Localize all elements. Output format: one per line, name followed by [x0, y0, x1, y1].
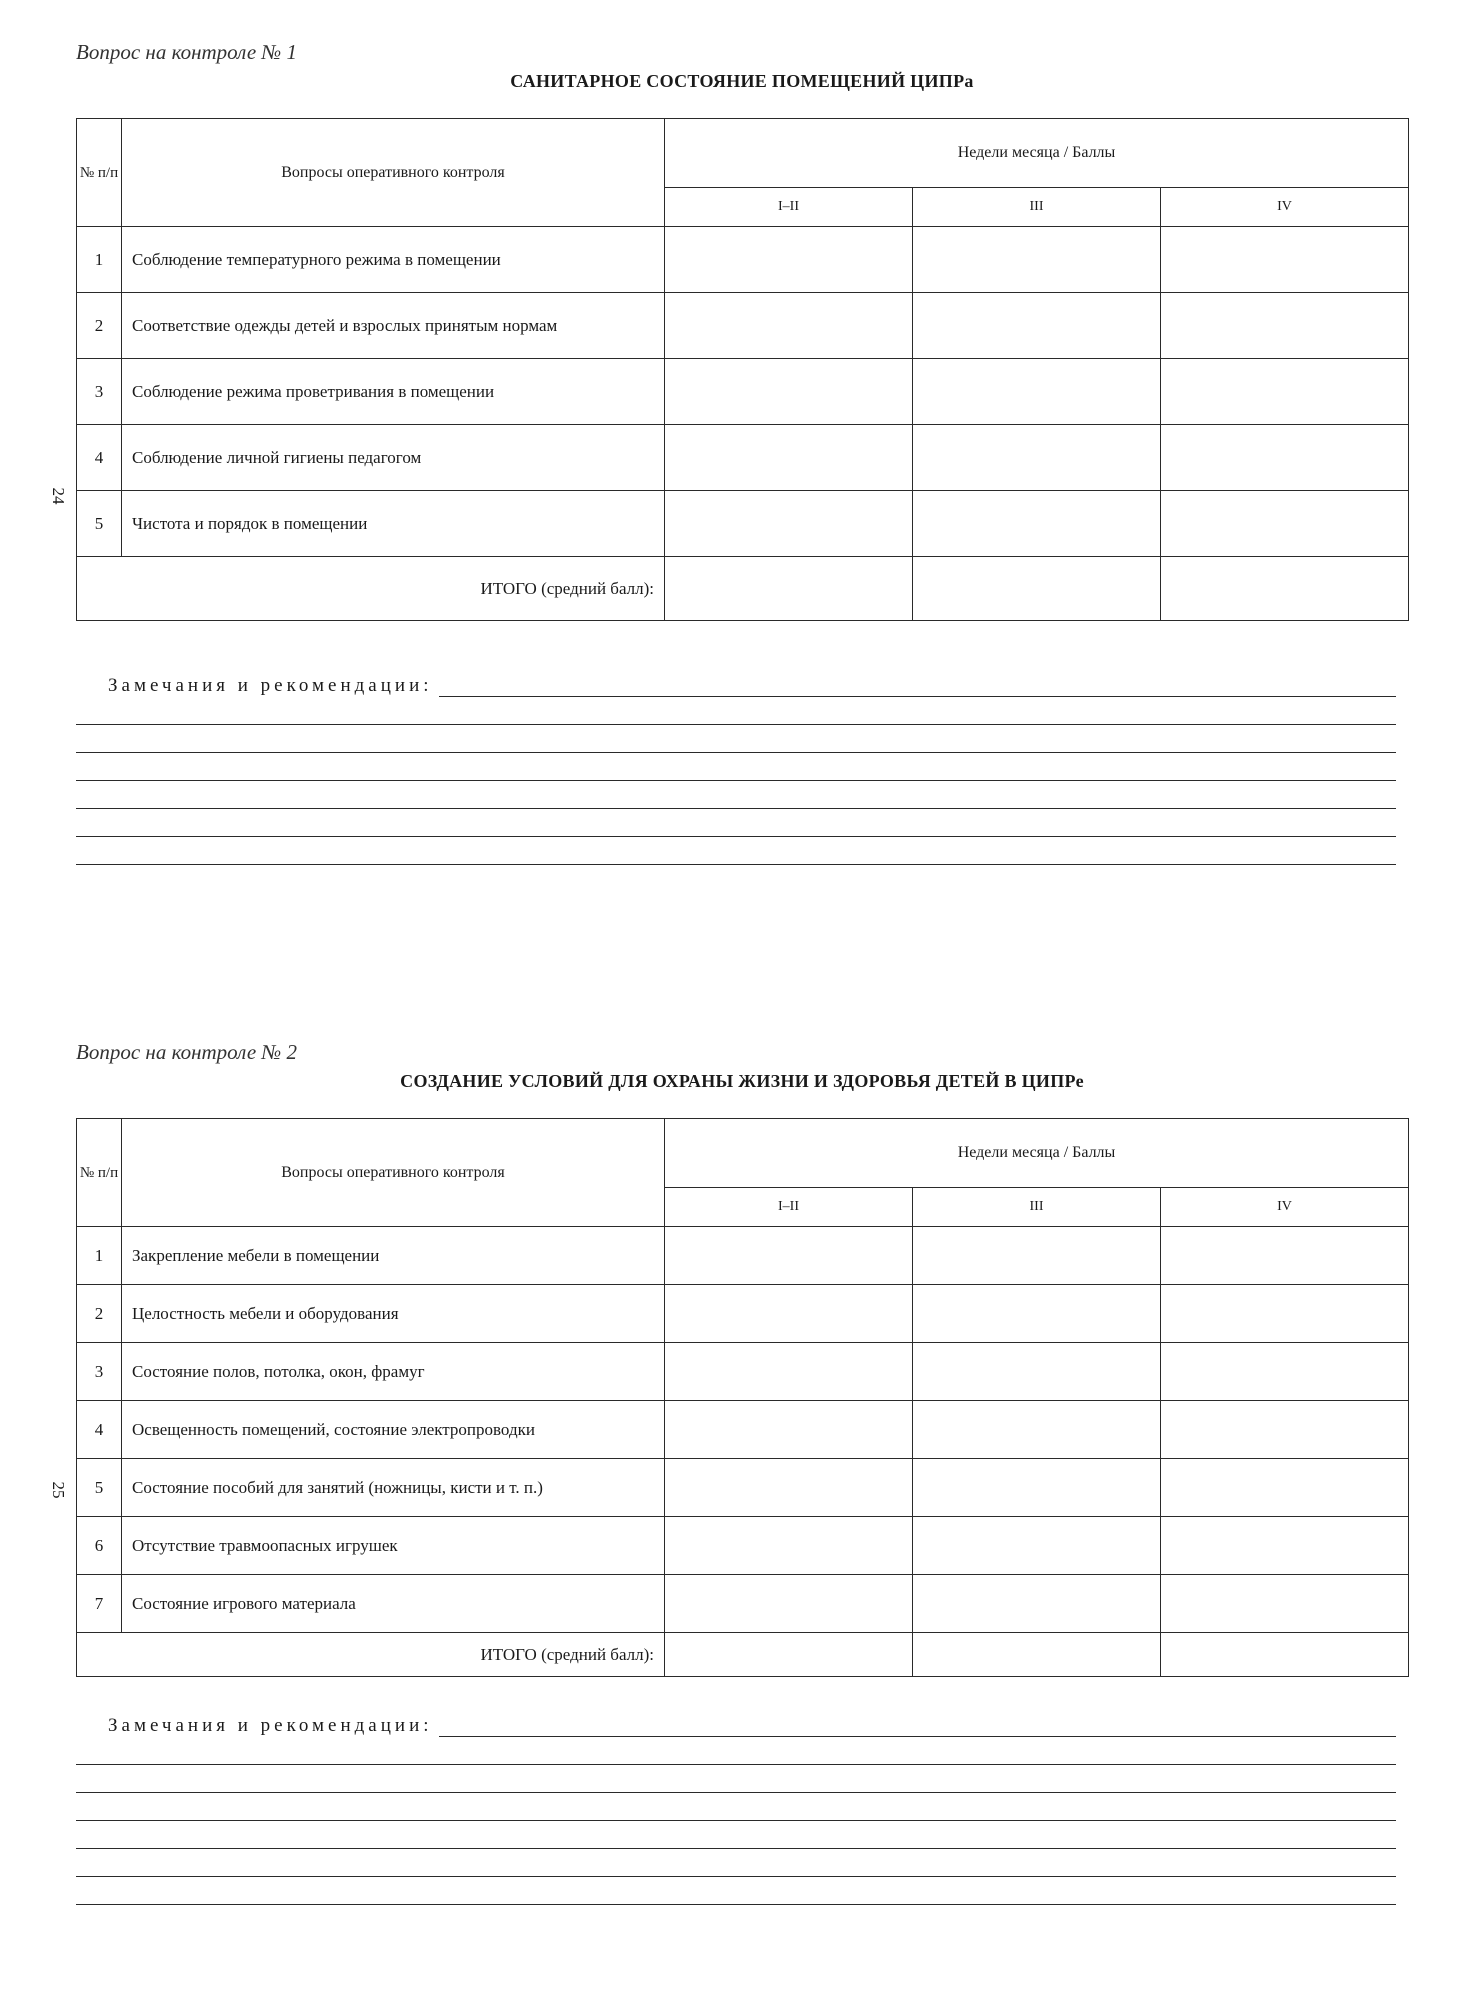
- row-number: 5: [77, 1459, 122, 1517]
- score-cell[interactable]: [913, 491, 1161, 557]
- score-cell[interactable]: [665, 1575, 913, 1633]
- section-title: СОЗДАНИЕ УСЛОВИЙ ДЛЯ ОХРАНЫ ЖИЗНИ И ЗДОРОВЬЯ ДЕТЕЙ В ЦИПРе: [400, 1071, 1084, 1091]
- score-cell[interactable]: [665, 1285, 913, 1343]
- page-number-25: 25: [49, 1481, 68, 1499]
- row-number: 2: [77, 293, 122, 359]
- table-row: [77, 359, 1409, 425]
- score-cell[interactable]: [913, 1401, 1161, 1459]
- header-week-3: III: [913, 188, 1161, 227]
- notes-line[interactable]: [76, 809, 1396, 837]
- row-question: Целостность мебели и оборудования: [122, 1285, 665, 1343]
- notes-label: Замечания и рекомендации:: [108, 675, 433, 696]
- score-cell[interactable]: [665, 359, 913, 425]
- notes-line[interactable]: [76, 1821, 1396, 1849]
- total-cell[interactable]: [913, 1633, 1161, 1677]
- score-cell[interactable]: [913, 1227, 1161, 1285]
- table-row: [77, 293, 1409, 359]
- notes-line[interactable]: [76, 837, 1396, 865]
- score-cell[interactable]: [1161, 1285, 1409, 1343]
- header-num: № п/п: [77, 1119, 122, 1227]
- score-cell[interactable]: [913, 359, 1161, 425]
- row-number: 7: [77, 1575, 122, 1633]
- notes-block: [76, 1711, 1408, 1905]
- row-question: Освещенность помещений, состояние электропроводки: [122, 1401, 665, 1459]
- header-week-1-2: I–II: [665, 188, 913, 227]
- table-row: [77, 1401, 1409, 1459]
- score-cell[interactable]: [665, 1517, 913, 1575]
- score-cell[interactable]: [913, 293, 1161, 359]
- score-cell[interactable]: [1161, 1343, 1409, 1401]
- score-cell[interactable]: [1161, 359, 1409, 425]
- row-number: 3: [77, 359, 122, 425]
- score-cell[interactable]: [665, 1459, 913, 1517]
- row-question: Отсутствие травмоопасных игрушек: [122, 1517, 665, 1575]
- notes-block: [76, 671, 1408, 865]
- header-week-4: IV: [1161, 1188, 1409, 1227]
- row-question: Закрепление мебели в помещении: [122, 1227, 665, 1285]
- score-cell[interactable]: [665, 227, 913, 293]
- score-cell[interactable]: [1161, 1227, 1409, 1285]
- notes-line[interactable]: [439, 1716, 1396, 1737]
- total-cell[interactable]: [665, 1633, 913, 1677]
- header-week-3: III: [913, 1188, 1161, 1227]
- row-number: 4: [77, 1401, 122, 1459]
- row-question: Соответствие одежды детей и взрослых принятым нормам: [122, 293, 665, 359]
- notes-line[interactable]: [76, 753, 1396, 781]
- score-cell[interactable]: [1161, 1459, 1409, 1517]
- row-number: 6: [77, 1517, 122, 1575]
- notes-line[interactable]: [439, 676, 1396, 697]
- total-cell[interactable]: [1161, 557, 1409, 621]
- table-row: [77, 1227, 1409, 1285]
- row-question: Состояние пособий для занятий (ножницы, кисти и т. п.): [122, 1459, 665, 1517]
- score-cell[interactable]: [665, 1227, 913, 1285]
- header-num: № п/п: [77, 119, 122, 227]
- row-number: 1: [77, 227, 122, 293]
- score-cell[interactable]: [1161, 1575, 1409, 1633]
- row-question: Состояние игрового материала: [122, 1575, 665, 1633]
- notes-line[interactable]: [76, 1849, 1396, 1877]
- header-weeks: Недели месяца / Баллы: [665, 1119, 1409, 1188]
- row-number: 2: [77, 1285, 122, 1343]
- score-cell[interactable]: [913, 1575, 1161, 1633]
- score-cell[interactable]: [1161, 425, 1409, 491]
- score-cell[interactable]: [1161, 1401, 1409, 1459]
- total-cell[interactable]: [1161, 1633, 1409, 1677]
- table-row: [77, 1285, 1409, 1343]
- control-table: [76, 118, 1409, 621]
- notes-line[interactable]: [76, 1765, 1396, 1793]
- header-week-4: IV: [1161, 188, 1409, 227]
- notes-line[interactable]: [76, 781, 1396, 809]
- notes-line[interactable]: [76, 725, 1396, 753]
- row-question: Соблюдение режима проветривания в помещении: [122, 359, 665, 425]
- score-cell[interactable]: [913, 1459, 1161, 1517]
- score-cell[interactable]: [1161, 227, 1409, 293]
- score-cell[interactable]: [665, 1401, 913, 1459]
- score-cell[interactable]: [665, 425, 913, 491]
- header-weeks: Недели месяца / Баллы: [665, 119, 1409, 188]
- table-row: [77, 227, 1409, 293]
- table-row: [77, 491, 1409, 557]
- score-cell[interactable]: [1161, 491, 1409, 557]
- score-cell[interactable]: [913, 1343, 1161, 1401]
- row-question: Чистота и порядок в помещении: [122, 491, 665, 557]
- notes-label: Замечания и рекомендации:: [108, 1715, 433, 1736]
- score-cell[interactable]: [665, 1343, 913, 1401]
- total-row: [77, 1633, 1409, 1677]
- table-row: [77, 1343, 1409, 1401]
- control-section-2: [76, 1038, 1408, 1905]
- header-week-1-2: I–II: [665, 1188, 913, 1227]
- header-question: Вопросы оперативного контроля: [122, 1119, 665, 1227]
- control-section-1: [76, 38, 1408, 865]
- score-cell[interactable]: [1161, 293, 1409, 359]
- row-question: Соблюдение температурного режима в помещении: [122, 227, 665, 293]
- score-cell[interactable]: [665, 491, 913, 557]
- row-number: 1: [77, 1227, 122, 1285]
- header-question: Вопросы оперативного контроля: [122, 119, 665, 227]
- total-label: ИТОГО (средний балл):: [77, 1633, 665, 1677]
- page-number-24: 24: [49, 487, 68, 505]
- row-number: 4: [77, 425, 122, 491]
- score-cell[interactable]: [913, 227, 1161, 293]
- total-cell[interactable]: [913, 557, 1161, 621]
- total-cell[interactable]: [665, 557, 913, 621]
- score-cell[interactable]: [913, 425, 1161, 491]
- table-row: [77, 1575, 1409, 1633]
- table-row: [77, 1459, 1409, 1517]
- row-question: Состояние полов, потолка, окон, фрамуг: [122, 1343, 665, 1401]
- total-row: [77, 557, 1409, 621]
- score-cell[interactable]: [913, 1285, 1161, 1343]
- row-number: 5: [77, 491, 122, 557]
- score-cell[interactable]: [913, 1517, 1161, 1575]
- section-title: САНИТАРНОЕ СОСТОЯНИЕ ПОМЕЩЕНИЙ ЦИПРа: [510, 71, 974, 91]
- row-question: Соблюдение личной гигиены педагогом: [122, 425, 665, 491]
- control-table: [76, 1118, 1409, 1677]
- score-cell[interactable]: [665, 293, 913, 359]
- row-number: 3: [77, 1343, 122, 1401]
- notes-line[interactable]: [76, 1793, 1396, 1821]
- notes-line[interactable]: [76, 1737, 1396, 1765]
- score-cell[interactable]: [1161, 1517, 1409, 1575]
- table-row: [77, 1517, 1409, 1575]
- control-label: Вопрос на контроле № 2: [76, 1040, 297, 1064]
- control-label: Вопрос на контроле № 1: [76, 40, 297, 64]
- table-row: [77, 425, 1409, 491]
- notes-line[interactable]: [76, 1877, 1396, 1905]
- notes-line[interactable]: [76, 697, 1396, 725]
- total-label: ИТОГО (средний балл):: [77, 557, 665, 621]
